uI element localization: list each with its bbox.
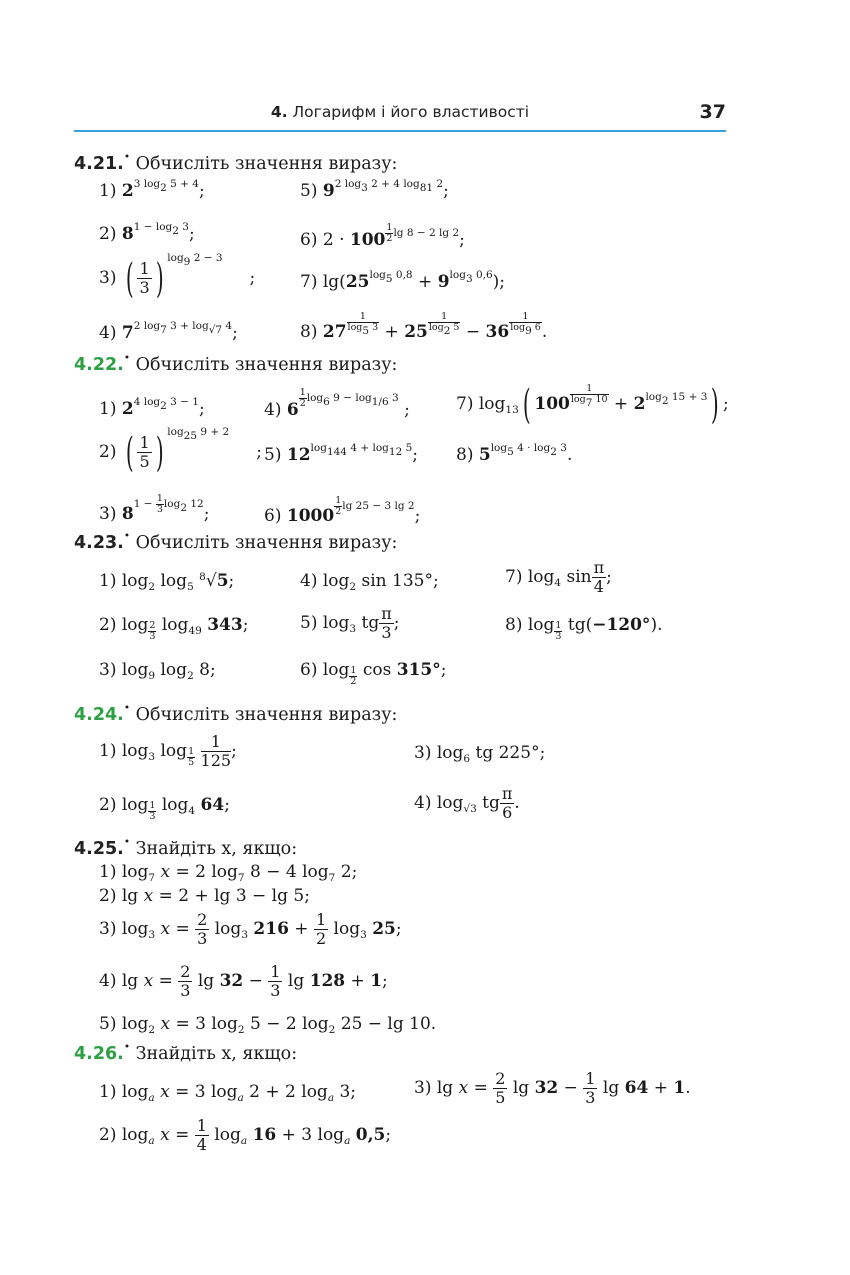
problem-4-23-heading bbox=[74, 532, 397, 554]
item-4-22-4: 4) 6 $^{\frac{1}{2} log_6 9 - log_{1/6} 3}$ ; bbox=[264, 387, 410, 420]
difficulty-mark: • bbox=[123, 151, 131, 163]
item-4-21-8: 8) 27 $^{\frac{1}{\log_5 3}}$ + 25 $^{\frac{1}{\log_2 5}}$ − 36 $^{\frac{1}{\log_9 6}}$ . bbox=[300, 311, 548, 342]
item-4-25-1: 1) $\log_7 x = 2$ $\log_7 8 - 4$ $\log_7 2$; bbox=[99, 862, 358, 884]
chapter-number: 4. bbox=[270, 103, 288, 121]
problem-text: Знайдіть x, якщо: bbox=[135, 839, 298, 859]
item-4-22-2: 2) ( $\frac{1}{5}$ ) $^{log_{25} 9 + 2}$ ; bbox=[99, 426, 262, 476]
item-4-25-3: 3) $\log_3 x$ = $\frac{2}{3}$ $\log_3 216$ + $\frac{1}{2}$ $\log_3 25$; bbox=[99, 910, 402, 948]
item-4-21-1: 1) $2^{3 log_2 5 + 4}$; bbox=[99, 178, 205, 201]
problem-4-26-heading bbox=[74, 1043, 297, 1065]
item-4-26-3: 3) lg x = $\frac{2}{5}$ lg 32 − $\frac{1}{3}$ lg 64 + 1. bbox=[414, 1069, 691, 1107]
item-4-25-5: 5) $\log_2 x = 3$ $\log_2 5 - 2$ $\log_2 25 - \lg 10$. bbox=[99, 1014, 437, 1036]
problem-4-22-heading bbox=[74, 354, 397, 376]
item-4-23-5: 5) $\log_3$ tg $\frac{\pi}{3}$ ; bbox=[300, 604, 400, 642]
problem-number: 4.26. bbox=[74, 1044, 124, 1064]
problem-text: Обчисліть значення виразу: bbox=[135, 355, 398, 375]
difficulty-mark: • bbox=[123, 836, 131, 848]
problem-number: 4.25. bbox=[74, 839, 124, 859]
item-4-23-1: 1) $\log_2 \log_5 ^8√5$; bbox=[99, 571, 235, 593]
problem-text: Обчисліть значення виразу: bbox=[135, 154, 398, 174]
difficulty-mark: • bbox=[123, 352, 131, 364]
problem-number: 4.21. bbox=[74, 154, 124, 174]
page-number: 37 bbox=[699, 101, 726, 123]
problem-4-24-heading bbox=[74, 704, 397, 726]
running-header bbox=[74, 100, 726, 132]
item-4-23-2: 2) log $_{\frac{2}{3}}$ $\log_{49} 343$; bbox=[99, 615, 249, 642]
chapter-title bbox=[74, 103, 726, 121]
item-4-24-1: 1) $\log_3 \log$ $_{\frac{1}{5}}$ $\frac{1}{125}$ ; bbox=[99, 732, 237, 770]
problem-4-21-heading bbox=[74, 153, 397, 175]
difficulty-mark: • bbox=[123, 530, 131, 542]
item-4-26-2: 2) $\log_a x$ = $\frac{1}{4}$ $\log_a 16 + 3$ $\log_a 0,5$; bbox=[99, 1116, 392, 1154]
item-4-25-2: 2) lg x = 2 + lg 3 − lg 5; bbox=[99, 886, 310, 906]
item-4-22-7: 7) $\log_{13}$( 100 $^{\frac{1}{\log_7 10}}$ + $2^{log_2 15 + 3}$) ; bbox=[456, 381, 729, 428]
item-4-24-3: 3) $\log_6$ tg 225°; bbox=[414, 743, 546, 765]
item-4-22-5: 5) $12^{log_{144} 4 + log_{12} 5}$; bbox=[264, 442, 419, 465]
item-4-23-7: 7) $\log_4 \sin$ $\frac{\pi}{4}$ ; bbox=[505, 558, 612, 596]
item-4-23-8: 8) log $_{\frac{1}{3}}$ tg(−120°). bbox=[505, 615, 663, 642]
chapter-name: Логарифм і його властивості bbox=[292, 103, 530, 121]
item-4-21-2: 2) $8^{1 - log_2 3}$; bbox=[99, 221, 195, 244]
problem-text: Обчисліть значення виразу: bbox=[135, 705, 398, 725]
problem-4-25-heading bbox=[74, 838, 297, 860]
item-4-23-3: 3) $\log_9 \log_2 8$; bbox=[99, 660, 216, 682]
item-4-24-2: 2) log $_{\frac{1}{3}}$ $\log_4 64$; bbox=[99, 795, 230, 822]
item-4-21-6: 6) 2 · 100 $^{\frac{1}{2} lg 8 - 2 lg 2}$; bbox=[300, 222, 465, 250]
difficulty-mark: • bbox=[123, 702, 131, 714]
item-4-21-5: 5) $9^{2 log_3 2 + 4 log_{81} 2}$; bbox=[300, 178, 449, 201]
problem-number: 4.24. bbox=[74, 705, 124, 725]
item-4-22-3: 3) $8^{1 - \frac{1}{3} log_2 12}$; bbox=[99, 493, 210, 524]
difficulty-mark: • bbox=[123, 1041, 131, 1053]
item-4-23-6: 6) log $_{\frac{1}{2}}$ cos 315°; bbox=[300, 660, 447, 687]
problem-number: 4.23. bbox=[74, 533, 124, 553]
item-4-25-4: 4) lg x = $\frac{2}{3}$ lg 32 − $\frac{1}{3}$ lg 128 + 1; bbox=[99, 962, 388, 1000]
item-4-23-4: 4) $\log_2 \sin 135^\circ$; bbox=[300, 571, 439, 593]
item-4-22-1: 1) $2^{4 log_2 3 - 1}$; bbox=[99, 396, 205, 419]
item-4-21-7: 7) $\lg(25^{log_5 0,8} + 9^{log_3 0,6})$; bbox=[300, 269, 506, 292]
problem-text: Обчисліть значення виразу: bbox=[135, 533, 398, 553]
item-4-26-1: 1) $\log_a x = 3$ $\log_a 2 + 2$ $\log_a 3$; bbox=[99, 1082, 357, 1104]
item-4-21-4: 4) $7^{2 log_7 3 + log_{√7} 4}$; bbox=[99, 320, 238, 343]
problem-text: Знайдіть x, якщо: bbox=[135, 1044, 298, 1064]
item-4-22-8: 8) $5^{log_5 4 \cdot log_2 3}$. bbox=[456, 442, 573, 465]
item-4-21-3: 3) ( $\frac{1}{3}$ ) $^{log_9 2 - 3}$ ; bbox=[99, 252, 256, 302]
problem-number: 4.22. bbox=[74, 355, 124, 375]
item-4-22-6: 6) 1000 $^{\frac{1}{2} lg 25 - 3 lg 2}$; bbox=[264, 495, 421, 526]
item-4-24-4: 4) $\log_{√3}$ tg $\frac{\pi}{6}$ . bbox=[414, 784, 520, 822]
